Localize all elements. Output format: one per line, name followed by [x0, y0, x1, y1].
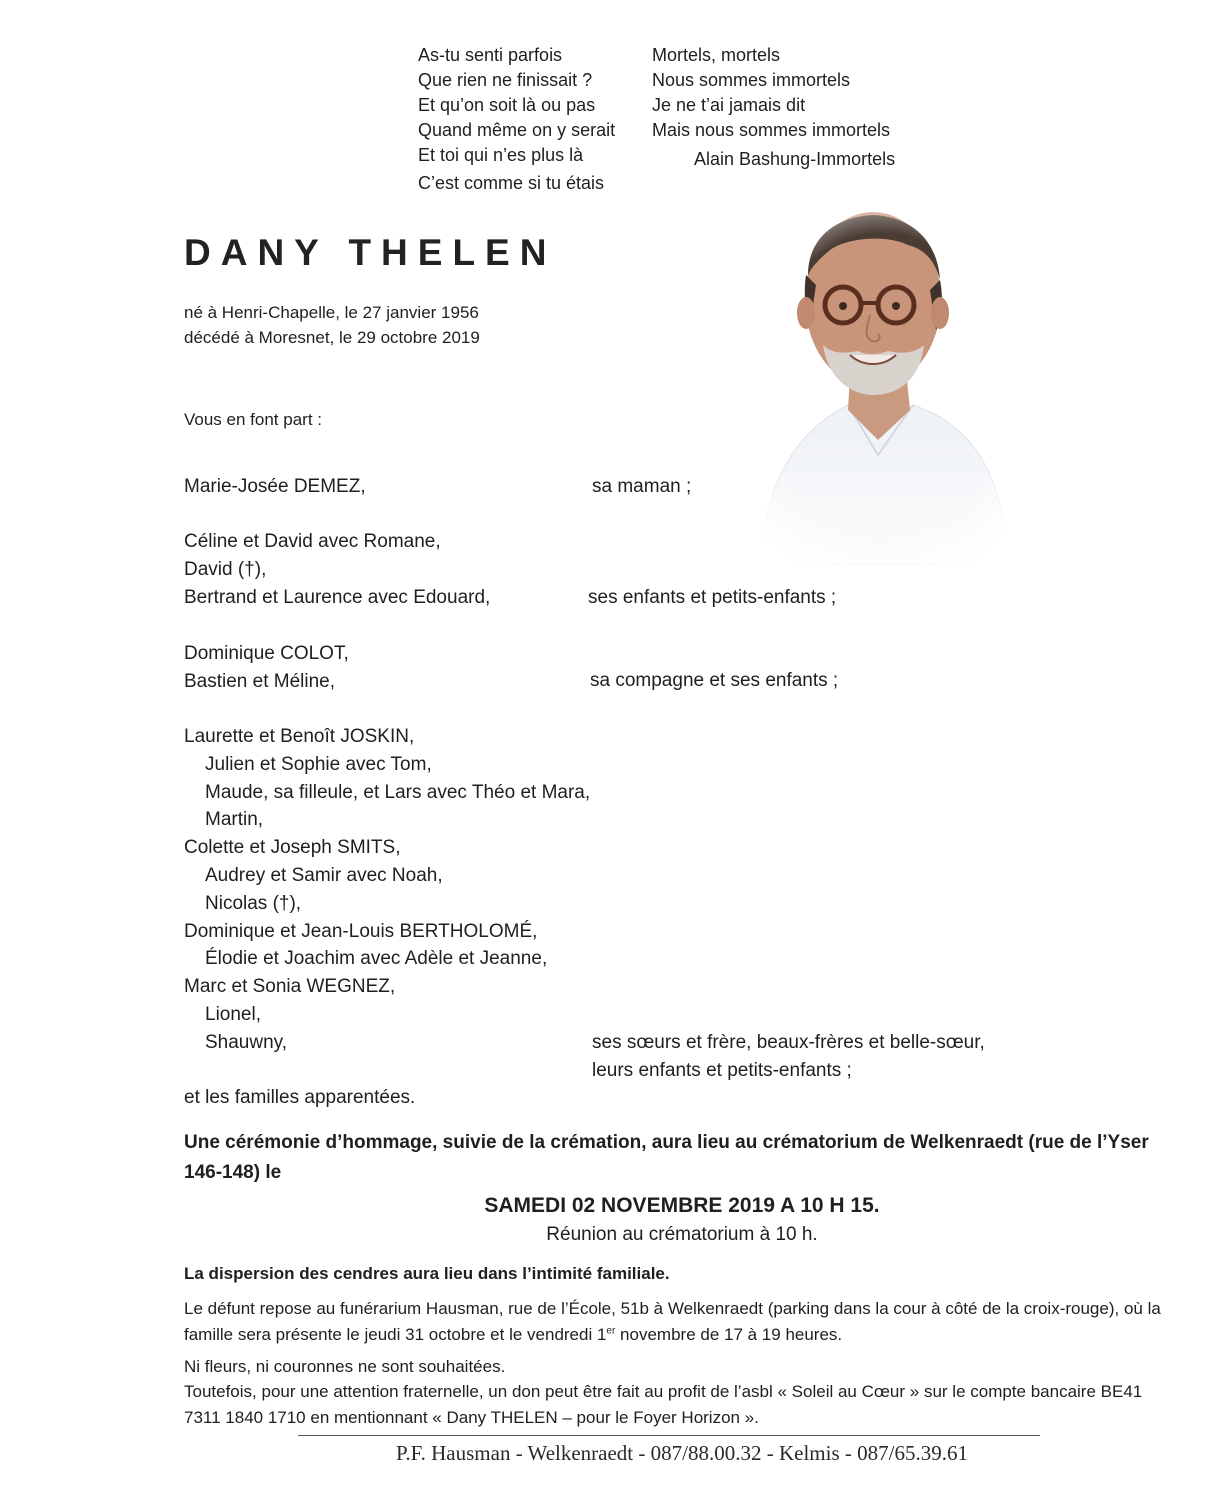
portrait-photo	[738, 205, 1028, 565]
poem-line: Mais nous sommes immortels	[652, 120, 891, 140]
family-member: David (†),	[184, 558, 267, 580]
funerarium-info	[184, 1296, 1174, 1347]
funeral-home-footer: P.F. Hausman - Welkenraedt - 087/88.00.32 - Kelmis - 087/65.39.61	[396, 1441, 968, 1465]
family-member: Bastien et Méline,	[184, 670, 336, 692]
poem-line: As-tu senti parfois	[418, 45, 563, 65]
children-list	[184, 528, 490, 611]
poem-line: Quand même on y serait	[418, 120, 616, 140]
family-member: Élodie et Joachim avec Adèle et Jeanne,	[205, 948, 548, 970]
family-member: Julien et Sophie avec Tom,	[205, 753, 432, 775]
extended-family: et les familles apparentées.	[184, 1087, 416, 1108]
ceremony-notice: Une cérémonie d’hommage, suivie de la crémation, aura lieu au crématorium de Welkenraedt (rue de l’Yser 146-148) le	[184, 1132, 1149, 1183]
relation-label: sa compagne et ses enfants ;	[590, 670, 839, 691]
family-member: Lionel,	[205, 1003, 261, 1025]
poem-line: Et toi qui n’es plus là	[418, 145, 584, 165]
donation-notice: Toutefois, pour une attention fraternelle, un don peut être fait au profit de l’asbl « Soleil au Cœur » sur le compte bancaire BE41 7311 1840 1710 en mentionnant « Dany THELEN – pour le Foyer Horizon ».	[184, 1382, 1143, 1427]
relation-label: sa maman ;	[592, 476, 692, 497]
family-member: Marc et Sonia WEGNEZ,	[184, 976, 396, 998]
deceased-name: DANY THELEN	[184, 232, 557, 273]
ceremony-date: SAMEDI 02 NOVEMBRE 2019 A 10 H 15.	[484, 1194, 880, 1217]
family-member: Audrey et Samir avec Noah,	[205, 864, 443, 886]
ordinal-suffix: er	[606, 1324, 616, 1336]
poem-right-column	[652, 43, 890, 143]
announcement-intro: Vous en font part :	[184, 410, 322, 429]
family-member: Laurette et Benoît JOSKIN,	[184, 726, 415, 747]
poem-line: Que rien ne finissait ?	[418, 70, 593, 90]
poem-author: Alain Bashung-Immortels	[694, 149, 896, 169]
family-member: Shauwny,	[205, 1031, 288, 1053]
family-member: Bertrand et Laurence avec Edouard,	[184, 586, 491, 608]
funerarium-text-end: novembre de 17 à 19 heures.	[615, 1324, 843, 1344]
family-member: Martin,	[205, 809, 264, 831]
death-line: décédé à Moresnet, le 29 octobre 2019	[184, 328, 480, 347]
footer-divider	[298, 1435, 1040, 1436]
life-dates	[184, 300, 480, 350]
ashes-dispersion: La dispersion des cendres aura lieu dans l’intimité familiale.	[184, 1264, 670, 1283]
reunion-time: Réunion au crématorium à 10 h.	[546, 1224, 818, 1245]
poem-left-column	[418, 43, 615, 196]
poem-line: C’est comme si tu étais	[418, 173, 605, 193]
siblings-list	[184, 723, 590, 1057]
family-member: Dominique COLOT,	[184, 643, 349, 664]
birth-line: né à Henri-Chapelle, le 27 janvier 1956	[184, 303, 479, 322]
relation-label: ses enfants et petits-enfants ;	[588, 587, 837, 608]
family-member: Dominique et Jean-Louis BERTHOLOMÉ,	[184, 920, 538, 942]
relation-label: ses sœurs et frère, beaux-frères et belle-sœur,	[592, 1032, 985, 1053]
poem-line: Je ne t’ai jamais dit	[652, 95, 806, 115]
relation-label: leurs enfants et petits-enfants ;	[592, 1060, 852, 1081]
funerarium-text: Le défunt repose au funérarium Hausman, rue de l’École, 51b à Welkenraedt (parking dans la cour à côté de la croix-rouge), où la famille sera présente le jeudi 31 octobre et le vendredi 1	[184, 1299, 1161, 1344]
poem-line: Nous sommes immortels	[652, 70, 851, 90]
partner-list	[184, 640, 349, 696]
family-member: Nicolas (†),	[205, 892, 302, 914]
family-member: Céline et David avec Romane,	[184, 531, 441, 552]
family-member: Colette et Joseph SMITS,	[184, 837, 401, 859]
family-member: Marie-Josée DEMEZ,	[184, 476, 366, 497]
poem-line: Mortels, mortels	[652, 45, 781, 65]
poem-line: Et qu’on soit là ou pas	[418, 95, 596, 115]
flowers-notice: Ni fleurs, ni couronnes ne sont souhaitées.	[184, 1357, 506, 1376]
family-member: Maude, sa filleule, et Lars avec Théo et Mara,	[205, 781, 591, 803]
